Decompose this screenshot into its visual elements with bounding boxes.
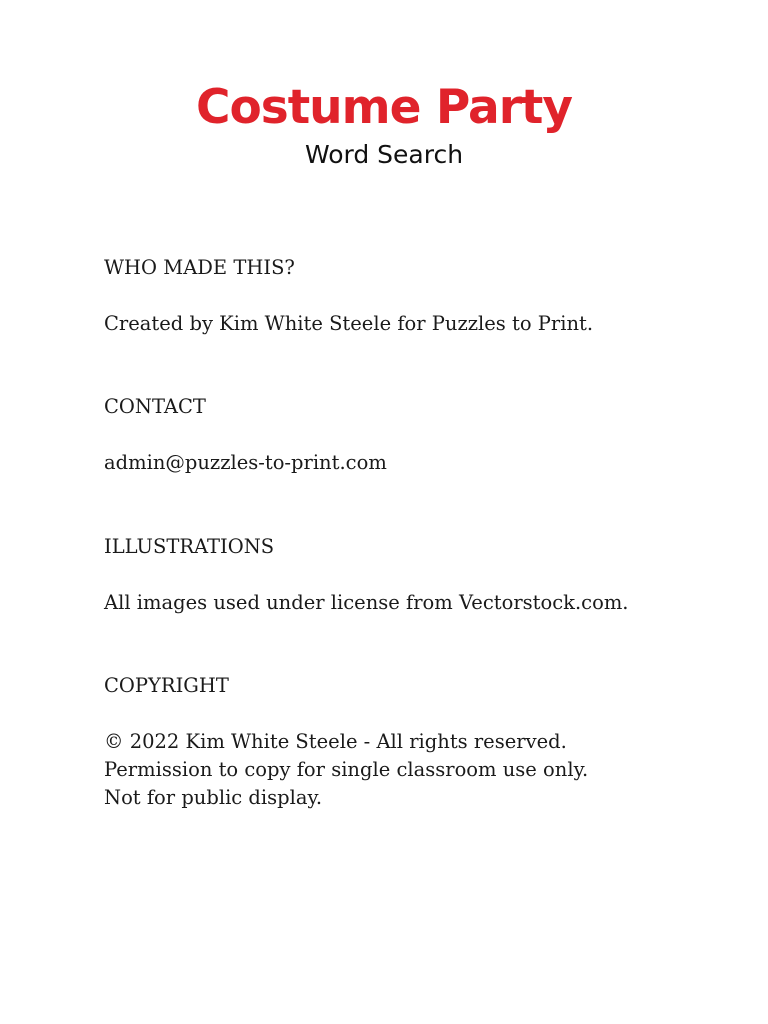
section-heading-who: WHO MADE THIS? — [104, 256, 295, 279]
copyright-line-2: Permission to copy for single classroom use only. — [104, 758, 589, 781]
copyright-line-3: Not for public display. — [104, 786, 323, 809]
section-heading-contact: CONTACT — [104, 395, 206, 418]
page-subtitle: Word Search — [304, 140, 464, 169]
title-block — [0, 76, 768, 170]
section-body-who: Created by Kim White Steele for Puzzles to Print. — [104, 312, 594, 335]
section-heading-copyright: COPYRIGHT — [104, 674, 229, 697]
copyright-line-1: © 2022 Kim White Steele - All rights reserved. — [104, 730, 567, 753]
page-title: Costume Party — [195, 80, 573, 135]
contact-email: admin@puzzles-to-print.com — [104, 451, 387, 474]
section-heading-illustrations: ILLUSTRATIONS — [104, 535, 275, 558]
section-body-illustrations: All images used under license from Vectorstock.com. — [104, 591, 629, 614]
